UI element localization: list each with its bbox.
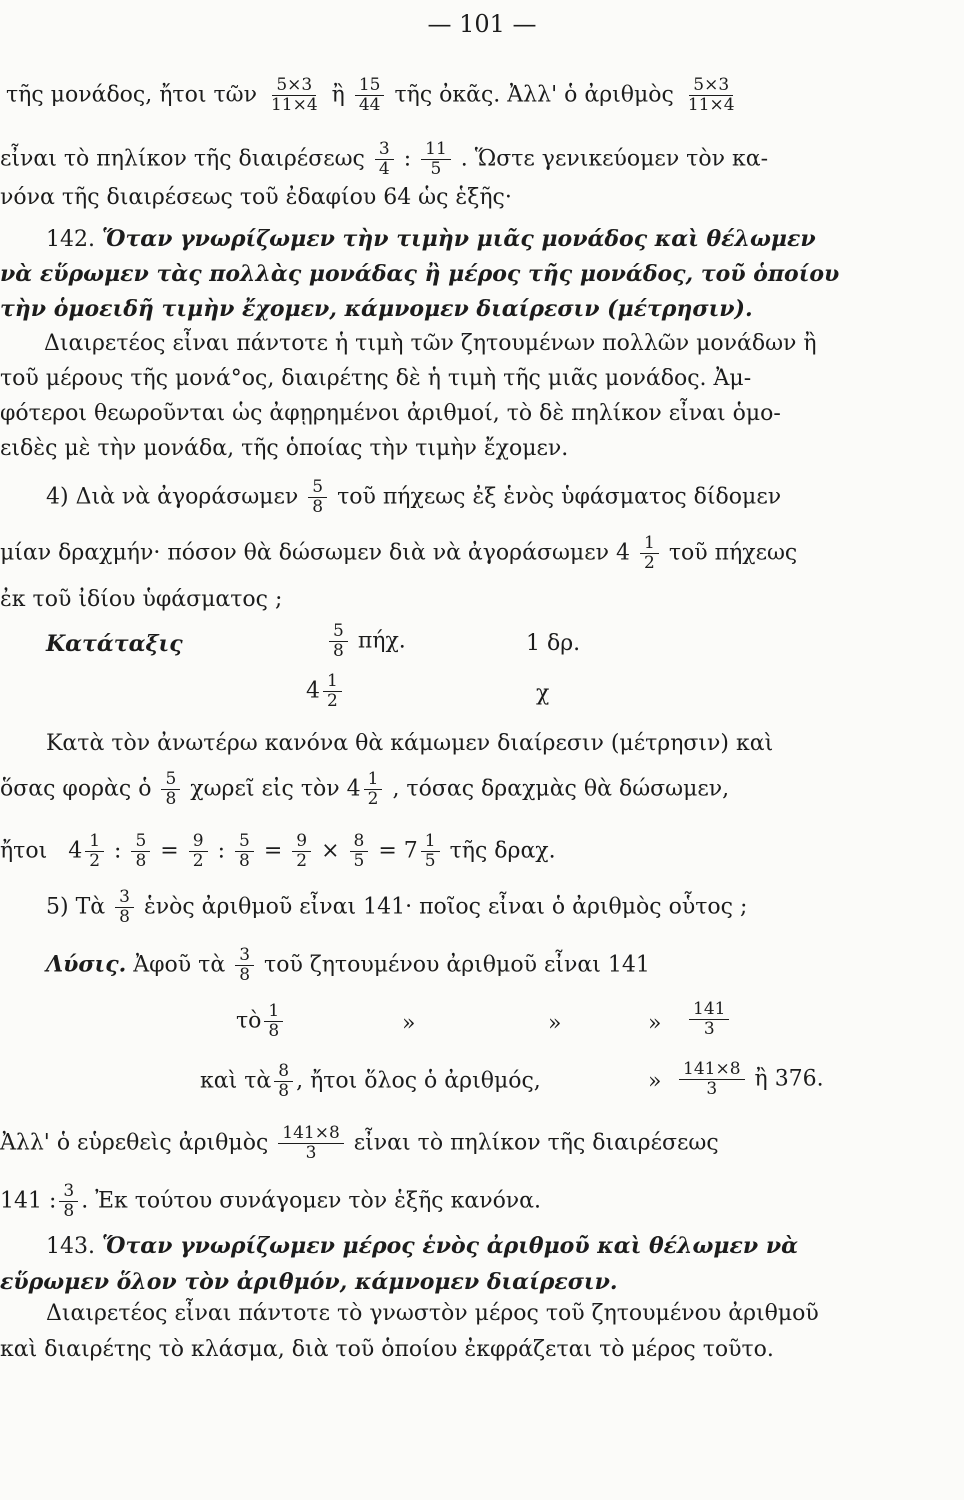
fraction: $\frac{141}{3}$ — [689, 1000, 729, 1039]
fraction: $\frac{1}{2}$ — [323, 672, 342, 711]
text-line: τῆς μονάδος, ἤτοι τῶν $\frac{5\times 3}{11\times 4}$ ἢ $\frac{15}{44}$ τῆς ὀκᾶς. Ἀλλ' ὁ ἀριθμὸς $\frac{5\times 3}{11\times 4}$ — [6, 76, 742, 115]
ditto-mark: » — [648, 1069, 662, 1094]
fraction: $\frac{5}{8}$ — [235, 832, 254, 871]
ditto-mark: » — [402, 1011, 416, 1036]
text-line: Διαιρετέος εἶναι πάντοτε τὸ γνωστὸν μέρος τοῦ ζητουμένου ἀριθμοῦ — [46, 1301, 819, 1326]
fraction: $\frac{5}{8}$ — [329, 622, 348, 661]
equation-line: ἤτοι 4 $\frac{1}{2}$ : $\frac{5}{8}$ = $\frac{9}{2}$ : $\frac{5}{8}$ = $\frac{9}{2}$ × $\frac{8}{5}$ = 7 $\frac{1}{5}$ τῆς δραχ. — [0, 831, 556, 871]
text-line: Διαιρετέος εἶναι πάντοτε ἡ τιμὴ τῶν ζητουμένων πολλῶν μονάδων ἢ — [44, 331, 817, 356]
fraction: $\frac{1}{5}$ — [421, 832, 440, 871]
fraction: $\frac{1}{2}$ — [85, 832, 104, 871]
fraction: $\frac{1}{8}$ — [264, 1002, 283, 1041]
text-line: Ἀλλ' ὁ εὑρεθεὶς ἀριθμὸς $\frac{141\times 8}{3}$ εἶναι τὸ πηλίκον τῆς διαιρέσεως — [0, 1123, 719, 1163]
fraction: $\frac{5}{8}$ — [308, 478, 327, 517]
solution-row — [686, 1000, 732, 1039]
fraction: $\frac{141\times 8}{3}$ — [679, 1060, 745, 1099]
fraction: $\frac{9}{2}$ — [292, 832, 311, 871]
text-line: ειδὲς μὲ τὴν μονάδα, τῆς ὁποίας τὴν τιμὴν ἔχομεν. — [0, 436, 569, 461]
ditto-mark: » — [648, 1011, 662, 1036]
bold-line: τὴν ὁμοειδῆ τιμὴν ἔχομεν, κάμνομεν διαίρεσιν (μέτρησιν). — [0, 296, 753, 322]
text-line: εἶναι τὸ πηλίκον τῆς διαιρέσεως $\frac{3}{4}$ : $\frac{11}{5}$ . Ὥστε γενικεύομεν τὸν κα- — [0, 139, 769, 179]
fraction: $\frac{1}{2}$ — [640, 534, 659, 573]
fraction: $\frac{5\times 3}{11\times 4}$ — [687, 75, 735, 115]
solution-row: $\frac{141\times 8}{3}$ ἢ 376. — [676, 1060, 824, 1099]
text-line: 5) Τὰ $\frac{3}{8}$ ἑνὸς ἀριθμοῦ εἶναι 141· ποῖος εἶναι ὁ ἀριθμὸς οὗτος ; — [46, 887, 748, 927]
text-line: Κατὰ τὸν ἀνωτέρω κανόνα θὰ κάμωμεν διαίρεσιν (μέτρησιν) καὶ — [46, 731, 774, 756]
text-line: τοῦ μέρους τῆς μονά°ος, διαιρέτης δὲ ἡ τιμὴ τῆς μιᾶς μονάδος. Ἀμ- — [0, 366, 752, 391]
text-line: φότεροι θεωροῦνται ὡς ἀφῃρημένοι ἀριθμοί, τὸ δὲ πηλίκον εἶναι ὁμο- — [0, 401, 781, 426]
text-line: ὅσας φορὰς ὁ $\frac{5}{8}$ χωρεῖ εἰς τὸν 4 $\frac{1}{2}$ , τόσας δραχμὰς θὰ δώσωμεν, — [0, 769, 730, 809]
solution-row: τὸ $\frac{1}{8}$ — [236, 1002, 286, 1041]
fraction: $\frac{11}{5}$ — [421, 140, 451, 179]
page-number: — 101 — — [427, 10, 537, 38]
fraction: $\frac{5}{8}$ — [161, 770, 180, 809]
fraction: $\frac{9}{2}$ — [189, 832, 208, 871]
text-line: ἐκ τοῦ ἰδίου ὑφάσματος ; — [0, 587, 283, 612]
section-142-heading: 142. Ὅταν γνωρίζωμεν τὴν τιμὴν μιᾶς μονάδος καὶ θέλωμεν — [46, 226, 816, 252]
ditto-mark: » — [548, 1011, 562, 1036]
fraction: $\frac{5}{8}$ — [131, 832, 150, 871]
fraction: $\frac{3}{4}$ — [375, 140, 394, 179]
bold-line: νὰ εὕρωμεν τὰς πολλὰς μονάδας ἢ μέρος τῆς μονάδος, τοῦ ὁποίου — [0, 261, 840, 287]
fraction: $\frac{3}{8}$ — [59, 1182, 78, 1221]
arrangement-row: $\frac{5}{8}$ πήχ. — [326, 622, 406, 661]
bold-line: εὕρωμεν ὅλον τὸν ἀριθμόν, κάμνομεν διαίρεσιν. — [0, 1269, 618, 1295]
katataxis-label: Κατάταξις — [46, 631, 183, 657]
text-line: Λύσις. Ἀφοῦ τὰ $\frac{3}{8}$ τοῦ ζητουμένου ἀριθμοῦ εἶναι 141 — [46, 945, 650, 985]
fraction: $\frac{141\times 8}{3}$ — [278, 1124, 344, 1163]
fraction: $\frac{15}{44}$ — [355, 76, 385, 115]
arrangement-value: 1 δρ. — [526, 631, 581, 656]
fraction: $\frac{5\times 3}{11\times 4}$ — [270, 75, 318, 115]
fraction: $\frac{3}{8}$ — [115, 888, 134, 927]
arrangement-row: 4 $\frac{1}{2}$ — [306, 672, 345, 711]
text-line: νόνα τῆς διαιρέσεως τοῦ ἐδαφίου 64 ὡς ἑξῆς· — [0, 185, 512, 210]
fraction: $\frac{1}{2}$ — [364, 770, 383, 809]
arrangement-value: χ — [536, 681, 550, 706]
text-line: μίαν δραχμήν· πόσον θὰ δώσωμεν διὰ νὰ ἀγοράσωμεν 4 $\frac{1}{2}$ τοῦ πήχεως — [0, 533, 798, 573]
section-143-heading: 143. Ὅταν γνωρίζωμεν μέρος ἑνὸς ἀριθμοῦ καὶ θέλωμεν νὰ — [46, 1233, 799, 1259]
solution-row: καὶ τὰ $\frac{8}{8}$ , ἤτοι ὅλος ὁ ἀριθμός, — [200, 1061, 541, 1101]
fraction: $\frac{8}{5}$ — [350, 832, 369, 871]
text-line: 141 : $\frac{3}{8}$ . Ἐκ τούτου συνάγομεν τὸν ἑξῆς κανόνα. — [0, 1181, 542, 1221]
fraction: $\frac{3}{8}$ — [235, 946, 254, 985]
text-line: καὶ διαιρέτης τὸ κλάσμα, διὰ τοῦ ὁποίου ἐκφράζεται τὸ μέρος τοῦτο. — [0, 1337, 774, 1362]
fraction: $\frac{8}{8}$ — [274, 1062, 293, 1101]
text-line: 4) Διὰ νὰ ἀγοράσωμεν $\frac{5}{8}$ τοῦ πήχεως ἐξ ἑνὸς ὑφάσματος δίδομεν — [46, 477, 782, 517]
